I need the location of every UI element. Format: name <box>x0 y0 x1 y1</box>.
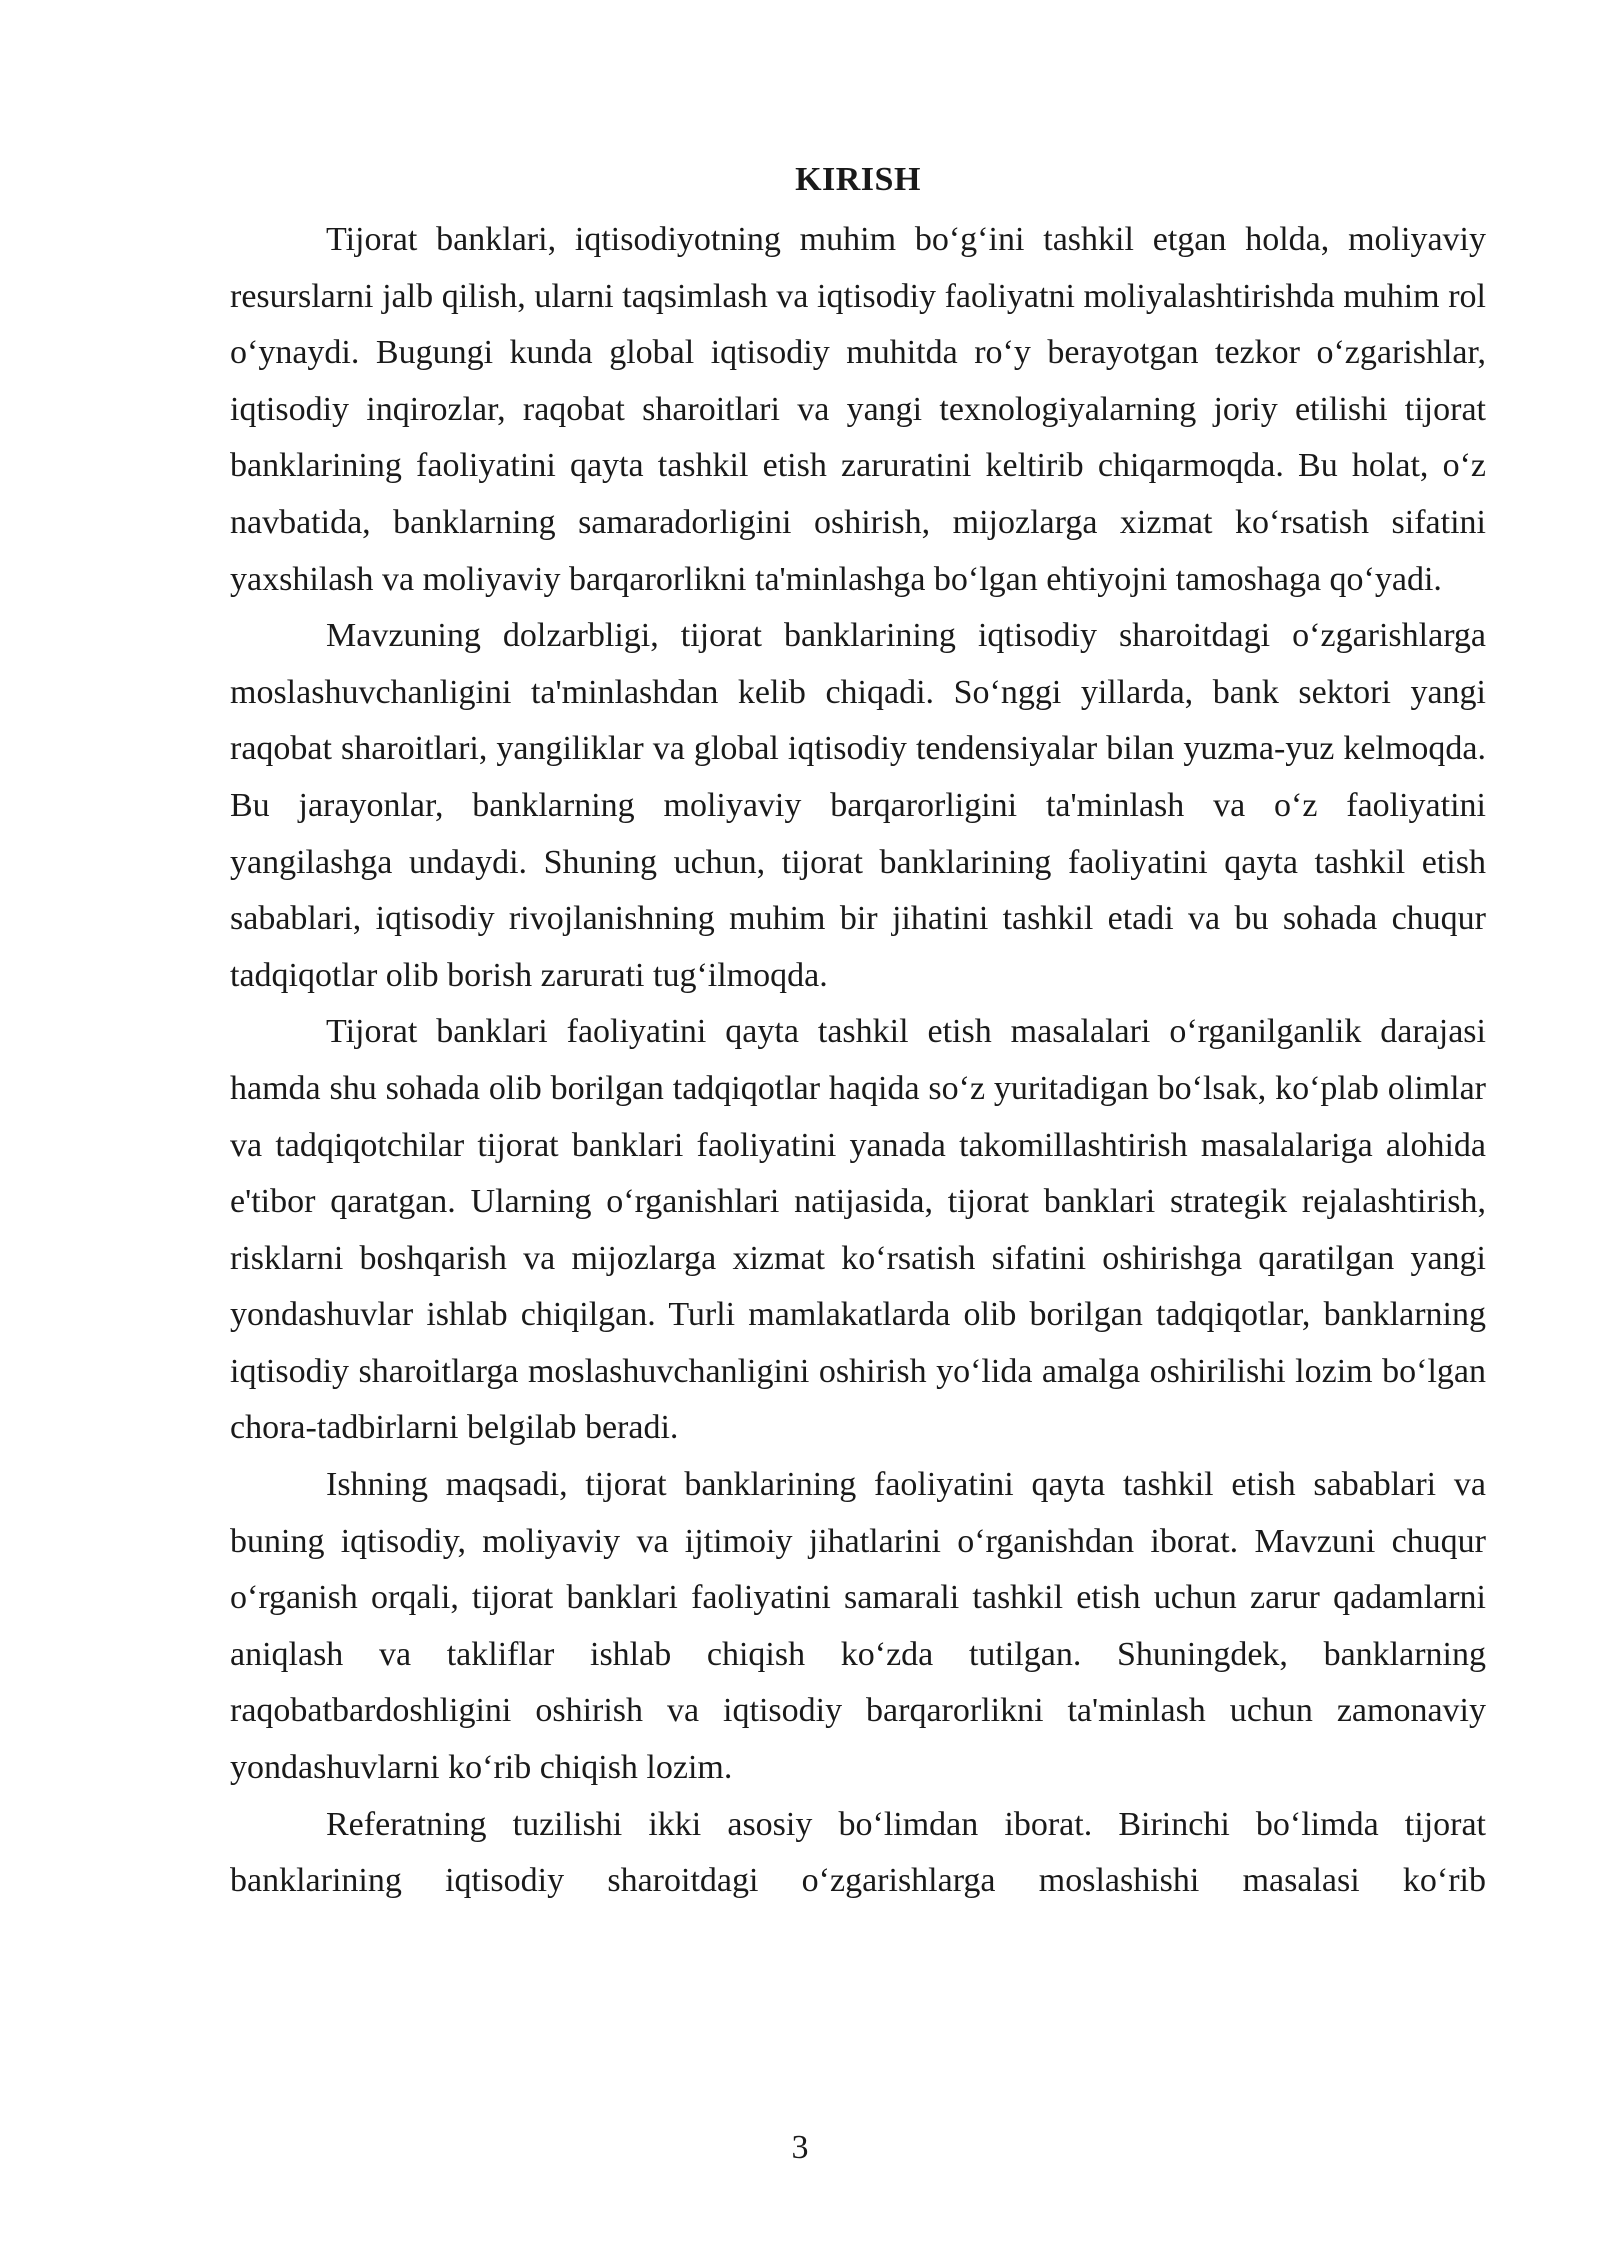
document-title: KIRISH <box>795 161 921 198</box>
paragraph-goal: Ishning maqsadi, tijorat banklarining faoliyatini qayta tashkil etish sabablari va buning iqtisodiy, moliyaviy va ijtimoiy jihatlarini o‘rganishdan iborat. Mavzuni chuqur o‘rganish orqali, tijorat banklari faoliyatini samarali tashkil etish uchun zarur qadamlarni aniqlash va takliflar ishlab chiqish ko‘zda tutilgan. Shuningdek, banklarning raqobatbardoshligini oshirish va iqtisodiy barqarorlikni ta'minlash uchun zamonaviy yondashuvlarni ko‘rib chiqish lozim. <box>230 1466 1486 1787</box>
page-number: 3 <box>791 2129 809 2166</box>
paragraph-research-level: Tijorat banklari faoliyatini qayta tashkil etish masalalari o‘rganilganlik darajasi hamda shu sohada olib borilgan tadqiqotlar haqida so‘z yuritadigan bo‘lsak, ko‘plab olimlar va tadqiqotchilar tijorat banklari faoliyatini yanada takomillashtirish masalalariga alohida e'tibor qaratgan. Ularning o‘rganishlari natijasida, tijorat banklari strategik rejalashtirish, risklarni boshqarish va mijozlarga xizmat ko‘rsatish sifatini oshirishga qaratilgan yangi yondashuvlar ishlab chiqilgan. Turli mamlakatlarda olib borilgan tadqiqotlar, banklarning iqtisodiy sharoitlarga moslashuvchanligini oshirish yo‘lida amalga oshirilishi lozim bo‘lgan chora-tadbirlarni belgilab beradi. <box>230 1013 1486 1447</box>
paragraph-structure: Referatning tuzilishi ikki asosiy bo‘limdan iborat. Birinchi bo‘limda tijorat banklarining iqtisodiy sharoitdagi o‘zgarishlarga moslashishi masalasi ko‘rib <box>230 1805 1486 1900</box>
paragraph-relevance: Mavzuning dolzarbligi, tijorat banklarining iqtisodiy sharoitdagi o‘zgarishlarga moslashuvchanligini ta'minlashdan kelib chiqadi. So‘nggi yillarda, bank sektori yangi raqobat sharoitlari, yangiliklar va global iqtisodiy tendensiyalar bilan yuzma-yuz kelmoqda. Bu jarayonlar, banklarning moliyaviy barqarorligini ta'minlash va o‘z faoliyatini yangilashga undaydi. Shuning uchun, tijorat banklarining faoliyatini qayta tashkil etish sabablari, iqtisodiy rivojlanishning muhim bir jihatini tashkil etadi va bu sohada chuqur tadqiqotlar olib borish zarurati tug‘ilmoqda. <box>230 617 1486 994</box>
paragraph-intro: Tijorat banklari, iqtisodiyotning muhim bo‘g‘ini tashkil etgan holda, moliyaviy resurslarni jalb qilish, ularni taqsimlash va iqtisodiy faoliyatni moliyalashtirishda muhim rol o‘ynaydi. Bugungi kunda global iqtisodiy muhitda ro‘y berayotgan tezkor o‘zgarishlar, iqtisodiy inqirozlar, raqobat sharoitlari va yangi texnologiyalarning joriy etilishi tijorat banklarining faoliyatini qayta tashkil etish zaruratini keltirib chiqarmoqda. Bu holat, o‘z navbatida, banklarning samaradorligini oshirish, mijozlarga xizmat ko‘rsatish sifatini yaxshilash va moliyaviy barqarorlikni ta'minlashga bo‘lgan ehtiyojni tamoshaga qo‘yadi. <box>230 221 1486 598</box>
document-page <box>230 160 1486 1910</box>
